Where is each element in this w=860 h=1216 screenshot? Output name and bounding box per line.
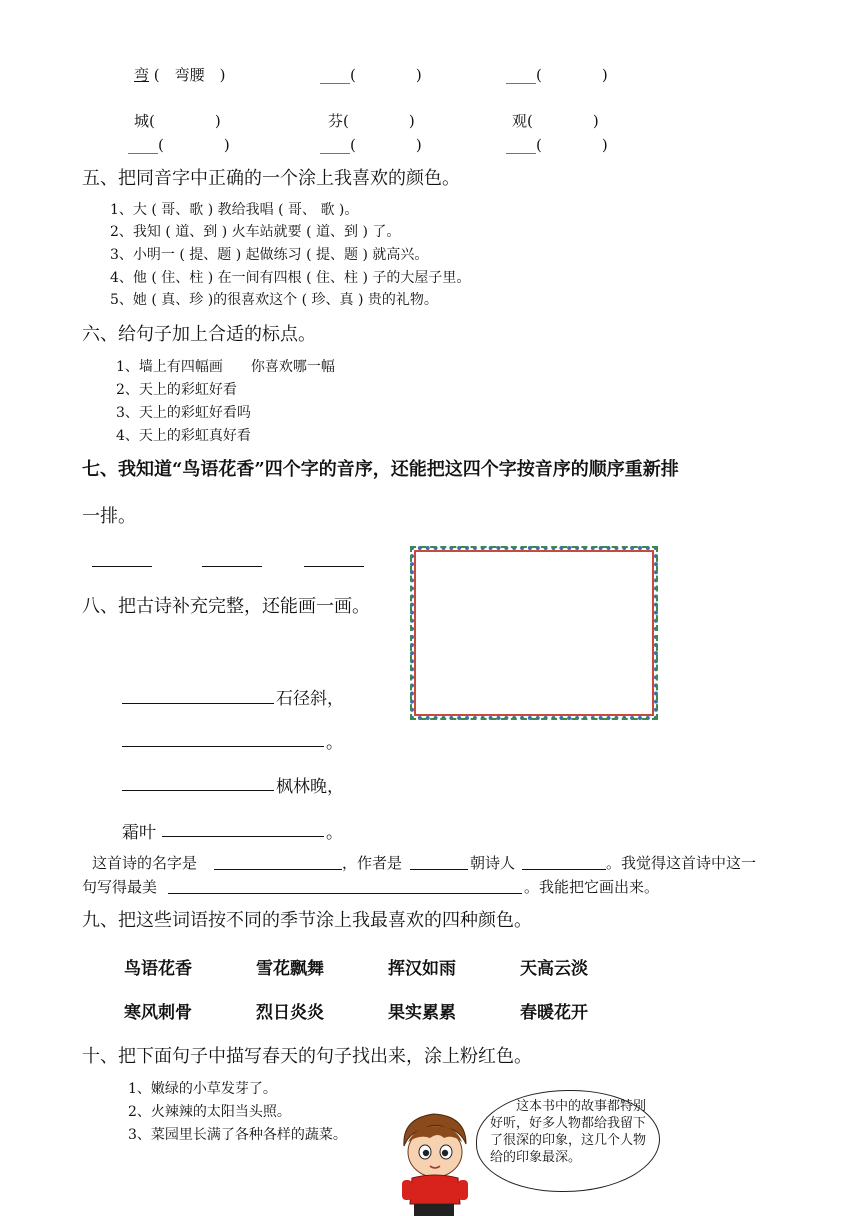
list-item: 5、她 ( 真、珍 )的很喜欢这个 ( 珍、真 ) 贵的礼物。 bbox=[110, 292, 438, 308]
section-10-title: 十、把下面句子中描写春天的句子找出来，涂上粉红色。 bbox=[82, 1046, 532, 1067]
word-pair-1a: 弯 ( 弯腰 ) bbox=[134, 66, 226, 84]
list-item: 1、墙上有四幅画 你喜欢哪一幅 bbox=[116, 359, 335, 375]
prompt-char: 芬 bbox=[328, 112, 344, 130]
season-word[interactable]: 果实累累 bbox=[388, 1003, 456, 1023]
summary-text: 这首诗的名字是 bbox=[92, 854, 198, 872]
prompt-char: 城 bbox=[134, 112, 150, 130]
word-pair-1c: ____( ) bbox=[506, 66, 608, 84]
word-pair-1b: ____( ) bbox=[320, 66, 422, 84]
list-item: 3、天上的彩虹好看吗 bbox=[116, 405, 251, 421]
summary-text: 。我能把它画出来。 bbox=[524, 878, 660, 896]
poem-line-2: 。 bbox=[326, 733, 343, 753]
season-word[interactable]: 天高云淡 bbox=[520, 959, 588, 979]
section-7-title-cont: 一排。 bbox=[82, 506, 136, 527]
list-item[interactable]: 1、嫩绿的小草发芽了。 bbox=[128, 1081, 277, 1097]
list-item: 3、小明一 ( 提、题 ) 起做练习 ( 提、题 ) 就高兴。 bbox=[110, 247, 429, 263]
word-pair-3b: ____( ) bbox=[320, 136, 422, 154]
poem-blank[interactable] bbox=[122, 746, 324, 747]
poem-blank[interactable] bbox=[162, 836, 324, 837]
poem-line-4-start: 霜叶 bbox=[122, 823, 156, 843]
prompt-char: 观 bbox=[512, 112, 528, 130]
answer-line[interactable] bbox=[92, 566, 152, 567]
season-word[interactable]: 烈日炎炎 bbox=[256, 1003, 324, 1023]
example-word: 弯腰 bbox=[174, 66, 205, 84]
answer-line[interactable] bbox=[304, 566, 364, 567]
cartoon-boy-icon bbox=[394, 1108, 476, 1216]
poem-line-4-end: 。 bbox=[326, 823, 343, 843]
poem-blank[interactable] bbox=[122, 703, 274, 704]
list-item: 1、大 ( 哥、歌 ) 教给我唱 ( 哥、 歌 )。 bbox=[110, 202, 359, 218]
season-word[interactable]: 挥汉如雨 bbox=[388, 959, 456, 979]
season-word[interactable]: 春暖花开 bbox=[520, 1003, 588, 1023]
title-blank[interactable] bbox=[214, 869, 342, 870]
list-item: 4、天上的彩虹真好看 bbox=[116, 428, 251, 444]
season-word[interactable]: 雪花飘舞 bbox=[256, 959, 324, 979]
underlined-char: 弯 bbox=[134, 66, 150, 84]
summary-text: 。我觉得这首诗中这一 bbox=[606, 854, 757, 872]
list-item: 2、天上的彩虹好看 bbox=[116, 382, 237, 398]
poem-blank[interactable] bbox=[122, 790, 274, 791]
season-word[interactable]: 寒风刺骨 bbox=[124, 1003, 192, 1023]
list-item: 2、我知 ( 道、到 ) 火车站就要 ( 道、到 ) 了。 bbox=[110, 224, 401, 240]
section-8-title: 八、把古诗补充完整，还能画一画。 bbox=[82, 596, 370, 617]
section-9-title: 九、把这些词语按不同的季节涂上我最喜欢的四种颜色。 bbox=[82, 910, 532, 931]
word-pair-2c: 观( ) bbox=[512, 112, 599, 130]
best-line-blank[interactable] bbox=[168, 893, 522, 894]
word-pair-2b: 芬( ) bbox=[328, 112, 415, 130]
answer-line[interactable] bbox=[202, 566, 262, 567]
list-item[interactable]: 3、菜园里长满了各种各样的蔬菜。 bbox=[128, 1127, 347, 1143]
word-pair-3c: ____( ) bbox=[506, 136, 608, 154]
word-pair-2a: 城( ) bbox=[134, 112, 221, 130]
drawing-box[interactable] bbox=[410, 546, 658, 720]
bubble-text: 这本书中的故事都特别好听，好多人物都给我留下了很深的印象，这几个人物给的印象最深。 bbox=[490, 1099, 647, 1165]
list-item[interactable]: 2、火辣辣的太阳当头照。 bbox=[128, 1104, 291, 1120]
poem-line-1: 石径斜， bbox=[276, 689, 344, 709]
section-7-title: 七、我知道“鸟语花香”四个字的音序，还能把这四个字按音序的顺序重新排 bbox=[82, 459, 679, 480]
dynasty-blank[interactable] bbox=[410, 869, 468, 870]
poet-blank[interactable] bbox=[522, 869, 606, 870]
list-item: 4、他 ( 住、柱 ) 在一间有四根 ( 住、柱 ) 子的大屋子里。 bbox=[110, 270, 471, 286]
summary-text: 朝诗人 bbox=[470, 854, 516, 872]
summary-text: ，作者是 bbox=[342, 854, 403, 872]
season-word[interactable]: 鸟语花香 bbox=[124, 959, 192, 979]
poem-line-3: 枫林晚， bbox=[276, 777, 344, 797]
word-pair-3a: ____( ) bbox=[128, 136, 230, 154]
section-6-title: 六、给句子加上合适的标点。 bbox=[82, 324, 316, 345]
section-5-title: 五、把同音字中正确的一个涂上我喜欢的颜色。 bbox=[82, 168, 460, 189]
summary-text: 句写得最美 bbox=[82, 878, 158, 896]
